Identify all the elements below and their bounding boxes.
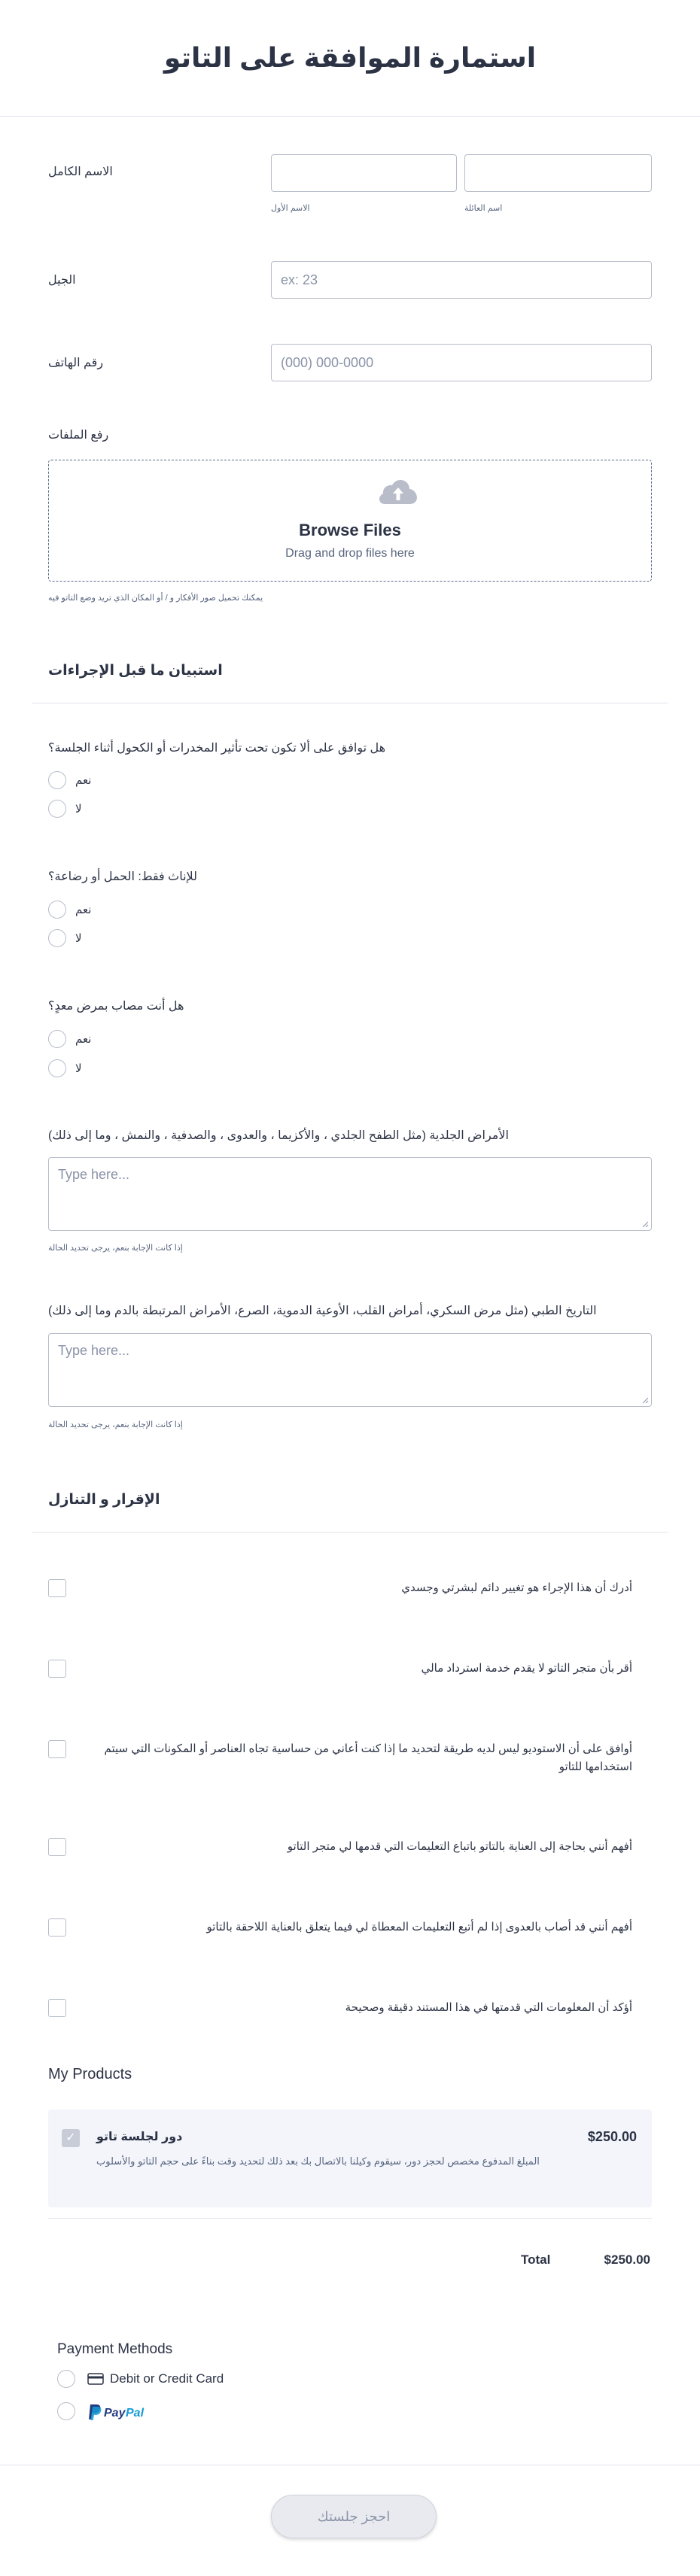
radio-button[interactable] <box>48 800 66 818</box>
skin-conditions-help: إذا كانت الإجابة بنعم، يرجى تحديد الحالة <box>48 1244 183 1253</box>
product-name: دور لجلسة تاتو <box>96 2131 183 2143</box>
payment-methods-title: Payment Methods <box>57 2341 173 2357</box>
resize-handle-icon[interactable] <box>641 1396 649 1404</box>
first-name-sublabel: الاسم الأول <box>271 204 310 213</box>
total-label: Total <box>521 2252 551 2267</box>
submit-button[interactable] <box>271 2495 437 2538</box>
last-name-sublabel: اسم العائلة <box>464 204 503 213</box>
first-name-input[interactable] <box>271 154 457 192</box>
waiver-checkbox[interactable] <box>48 1918 66 1937</box>
medical-history-textarea[interactable] <box>48 1333 652 1407</box>
cloud-upload-icon <box>379 478 417 504</box>
radio-button[interactable] <box>48 929 66 947</box>
radio-button[interactable] <box>48 901 66 919</box>
phone-placeholder: (000) 000-0000 <box>281 354 374 370</box>
textarea-placeholder: Type here... <box>58 1343 130 1358</box>
age-input[interactable] <box>271 261 652 299</box>
paypal-logo <box>87 2403 155 2421</box>
radio-option-label: لا <box>75 1062 82 1075</box>
phone-label: رقم الهاتف <box>48 357 104 369</box>
product-item[interactable] <box>48 2110 652 2207</box>
product-price: $250.00 <box>587 2129 637 2144</box>
total-divider <box>48 2218 652 2219</box>
textarea-placeholder: Type here... <box>58 1167 130 1182</box>
waiver-item-label: أقر بأن متجر التاتو لا يقدم خدمة استرداد مالي <box>421 1662 632 1675</box>
age-label: الجيل <box>48 274 76 287</box>
total-value: $250.00 <box>604 2252 650 2267</box>
drag-drop-subtitle: Drag and drop files here <box>285 547 415 560</box>
browse-files-title: Browse Files <box>299 521 401 539</box>
question-label: هل أنت مصاب بمرض معدٍ؟ <box>48 1000 184 1013</box>
waiver-title: الإقرار و التنازل <box>48 1492 160 1508</box>
paypal-wordmark-pay: Pay <box>104 2407 126 2420</box>
section-divider <box>32 1532 668 1533</box>
products-title: My Products <box>48 2066 132 2082</box>
waiver-checkbox[interactable] <box>48 1660 66 1678</box>
form-header <box>0 0 700 117</box>
file-upload-dropzone[interactable] <box>48 460 652 582</box>
questionnaire-title: استبيان ما قبل الإجراءات <box>48 663 223 679</box>
submit-button-label: احجز جلستك <box>317 2508 391 2524</box>
radio-option-label: نعم <box>75 1033 92 1046</box>
radio-button[interactable] <box>48 1030 66 1048</box>
radio-option-label: نعم <box>75 904 92 916</box>
upload-help-text: يمكنك تحميل صور الأفكار و / أو المكان الذي تريد وضع التاتو فيه <box>48 594 263 603</box>
medical-history-label: التاريخ الطبي (مثل مرض السكري، أمراض القلب، الأوعية الدموية، الصرع، الأمراض المرتبطة بالدم وما إلى ذلك) <box>48 1305 597 1317</box>
phone-input[interactable] <box>271 344 652 381</box>
payment-radio-card[interactable] <box>57 2370 75 2388</box>
resize-handle-icon[interactable] <box>641 1220 649 1228</box>
waiver-item-label: أوافق على أن الاستوديو ليس لديه طريقة لتحديد ما إذا كنت أعاني من حساسية تجاه العناصر أو المكونات التي سيتم استخدامها للتاتو <box>104 1742 632 1773</box>
waiver-item-label: أؤكد أن المعلومات التي قدمتها في هذا المستند دقيقة وصحيحة <box>345 2001 632 2014</box>
skin-conditions-label: الأمراض الجلدية (مثل الطفح الجلدي ، والأكزيما ، والعدوى ، والصدفية ، والنمش ، وما إلى ذلك) <box>48 1129 509 1142</box>
full-name-label: الاسم الكامل <box>48 166 113 178</box>
waiver-checkbox[interactable] <box>48 1740 66 1758</box>
radio-option-label: لا <box>75 932 82 945</box>
question-label: للإناث فقط: الحمل أو رضاعة؟ <box>48 870 197 883</box>
waiver-checkbox[interactable] <box>48 1999 66 2017</box>
last-name-input[interactable] <box>464 154 652 192</box>
payment-option-label: Debit or Credit Card <box>110 2371 224 2386</box>
upload-label: رفع الملفات <box>48 429 109 442</box>
question-label: هل توافق على ألا تكون تحت تأثير المخدرات أو الكحول أثناء الجلسة؟ <box>48 742 386 755</box>
product-description: المبلغ المدفوع مخصص لحجز دور، سيقوم وكيلنا بالاتصال بك بعد ذلك لتحديد وقت بناءً على حجم التاتو والأسلوب <box>96 2155 540 2167</box>
radio-button[interactable] <box>48 771 66 789</box>
waiver-item-label: أدرك أن هذا الإجراء هو تغيير دائم لبشرتي وجسدي <box>401 1581 632 1594</box>
waiver-item-label: أفهم أنني قد أصاب بالعدوى إذا لم أتبع التعليمات المعطاة لي فيما يتعلق بالعناية اللاحقة بالتاتو <box>206 1921 632 1934</box>
radio-option-label: نعم <box>75 774 92 787</box>
medical-history-help: إذا كانت الإجابة بنعم، يرجى تحديد الحالة <box>48 1420 183 1429</box>
product-checkbox[interactable]: ✓ <box>62 2129 80 2147</box>
form-title: استمارة الموافقة على التاتو <box>163 42 537 73</box>
age-placeholder: ex: 23 <box>281 272 318 287</box>
waiver-checkbox[interactable] <box>48 1838 66 1856</box>
radio-button[interactable] <box>48 1059 66 1077</box>
waiver-item-label: أفهم أنني بحاجة إلى العناية بالتاتو باتباع التعليمات التي قدمها لي متجر التاتو <box>287 1840 632 1853</box>
skin-conditions-textarea[interactable] <box>48 1157 652 1231</box>
credit-card-icon <box>87 2373 104 2385</box>
radio-option-label: لا <box>75 803 82 816</box>
payment-radio-paypal[interactable] <box>57 2402 75 2420</box>
paypal-wordmark-pal: Pal <box>126 2407 145 2420</box>
waiver-checkbox[interactable] <box>48 1579 66 1597</box>
